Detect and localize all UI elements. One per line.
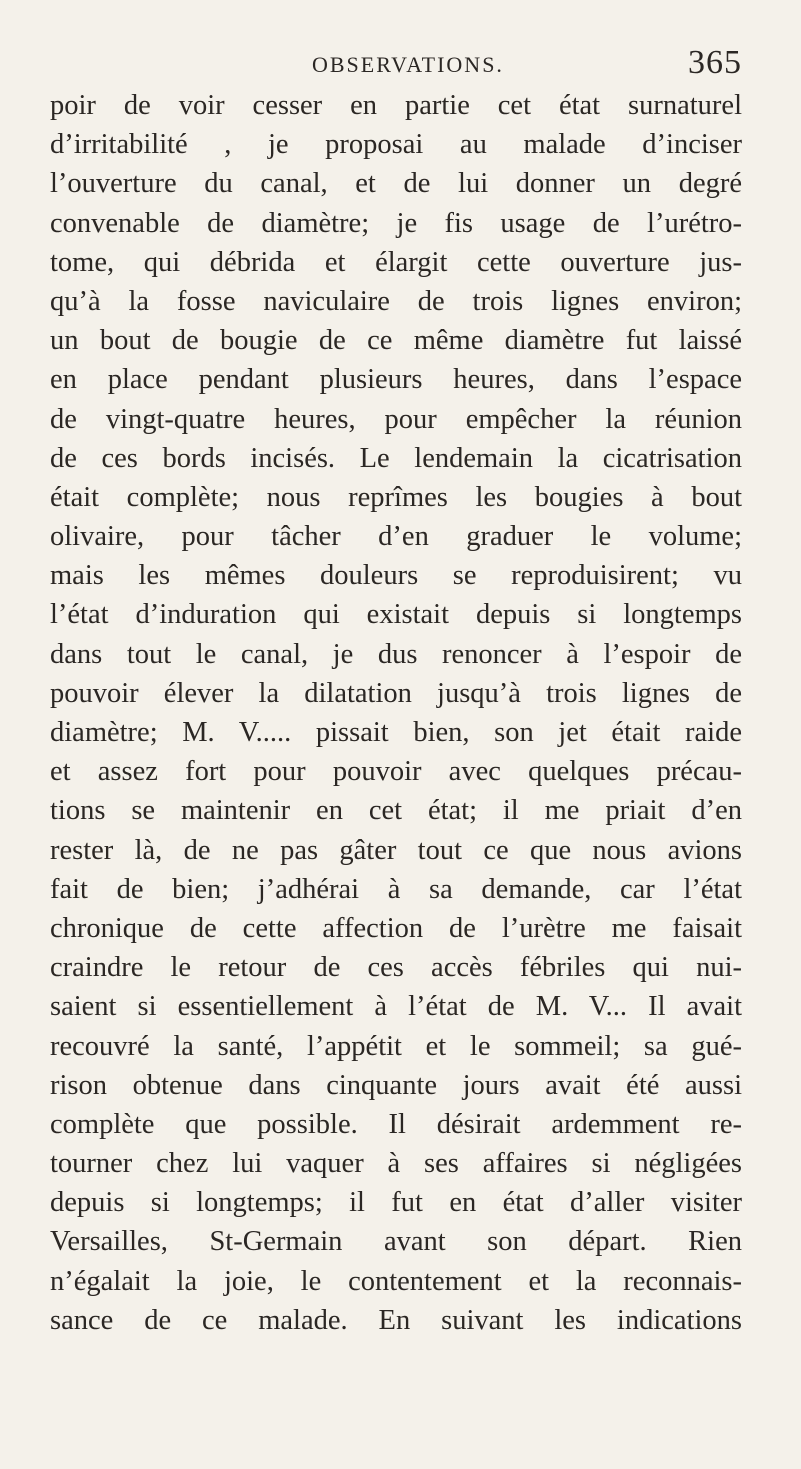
text-line: de ces bords incisés. Le lendemain la cicatrisation [50,442,742,474]
text-line: olivaire, pour tâcher d’en graduer le volume; [50,521,742,553]
text-line: un bout de bougie de ce même diamètre fut laissé [50,325,742,357]
text-line: tions se maintenir en cet état; il me priait d’en [50,795,742,827]
text-line: qu’à la fosse naviculaire de trois lignes environ; [50,285,742,317]
text-line: poir de voir cesser en partie cet état surnaturel [50,90,742,121]
text-line: l’état d’induration qui existait depuis si longtemps [50,599,742,631]
text-line: l’ouverture du canal, et de lui donner un degré [50,168,742,200]
text-line: dans tout le canal, je dus renoncer à l’espoir de [50,638,742,670]
text-line: recouvré la santé, l’appétit et le sommeil; sa gué- [50,1030,742,1062]
text-line: en place pendant plusieurs heures, dans l’espace [50,364,742,396]
text-line: tome, qui débrida et élargit cette ouverture jus- [50,246,742,278]
text-line: rester là, de ne pas gâter tout ce que nous avions [50,834,742,866]
text-line: pouvoir élever la dilatation jusqu’à trois lignes de [50,677,742,709]
text-line: depuis si longtemps; il fut en état d’aller visiter [50,1187,742,1219]
text-line: et assez fort pour pouvoir avec quelques précau- [50,756,742,788]
text-line: était complète; nous reprîmes les bougies à bout [50,481,742,513]
page-number: 365 [688,44,742,81]
text-line: craindre le retour de ces accès fébriles qui nui- [50,952,742,984]
text-line: de vingt-quatre heures, pour empêcher la réunion [50,403,742,435]
text-line: chronique de cette affection de l’urètre me faisait [50,912,742,944]
text-line: mais les mêmes douleurs se reproduisirent; vu [50,560,742,592]
text-line: n’égalait la joie, le contentement et la reconnais- [50,1265,742,1297]
text-line: convenable de diamètre; je fis usage de l’urétro- [50,207,742,239]
text-line: d’irritabilité , je proposai au malade d’inciser [50,129,742,161]
text-line: tourner chez lui vaquer à ses affaires si négligées [50,1148,742,1180]
running-title: OBSERVATIONS. [312,52,504,77]
text-line: diamètre; M. V..... pissait bien, son jet était raide [50,717,742,748]
text-line: rison obtenue dans cinquante jours avait été aussi [50,1069,742,1101]
body-text [50,86,742,1340]
text-line: saient si essentiellement à l’état de M. V... Il avait [50,991,742,1023]
text-line: sance de ce malade. En suivant les indications [50,1304,742,1336]
text-line: fait de bien; j’adhérai à sa demande, car l’état [50,873,742,905]
running-head [50,44,742,84]
text-line: complète que possible. Il désirait ardemment re- [50,1108,742,1140]
text-line: Versailles, St-Germain avant son départ. Rien [50,1226,742,1258]
